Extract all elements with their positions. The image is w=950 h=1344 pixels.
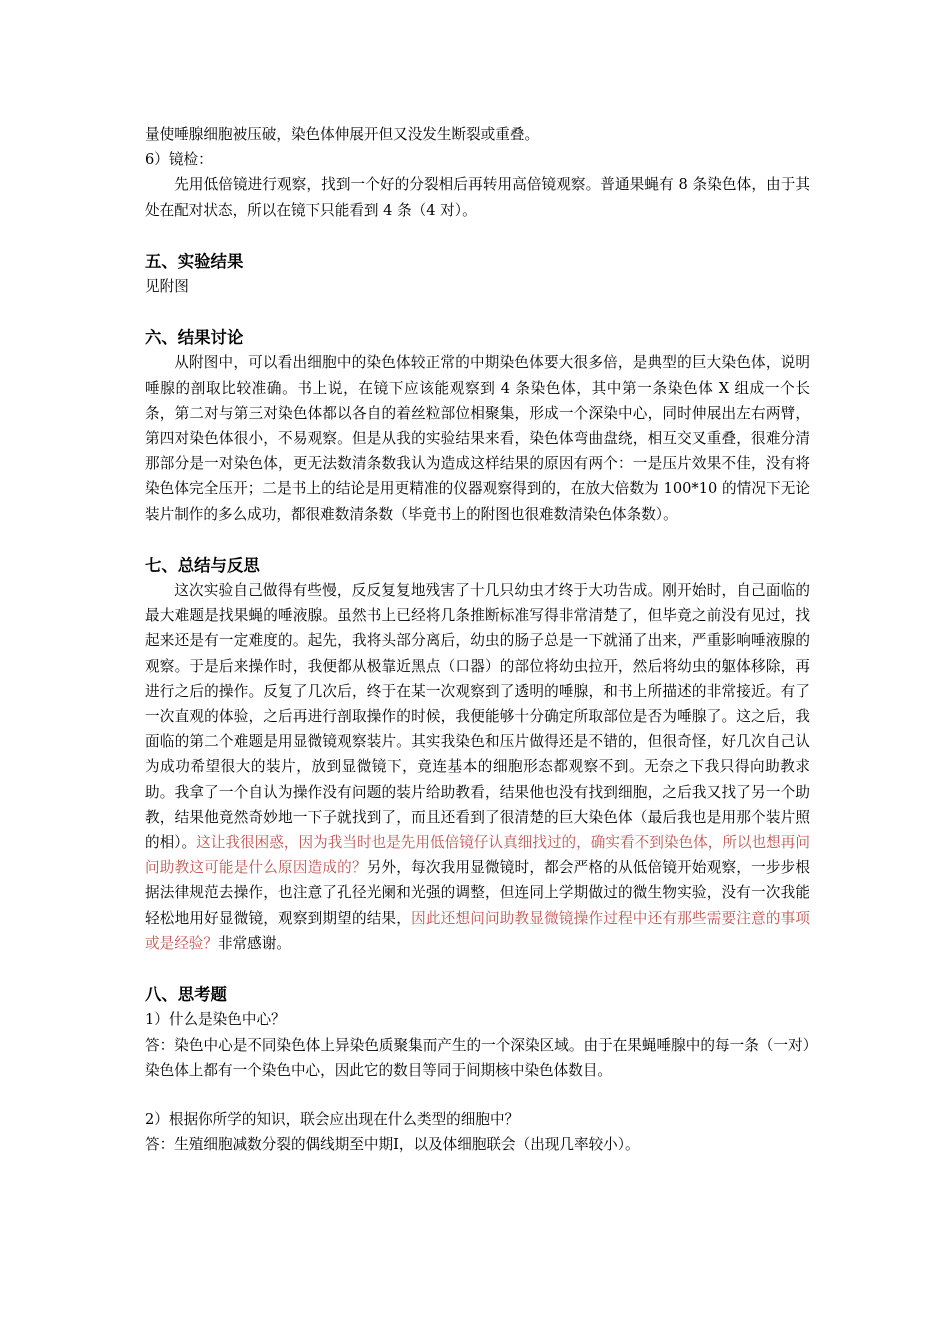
step6-paragraph: 先用低倍镜进行观察，找到一个好的分裂相后再转用高倍镜观察。普通果蝇有 8 条染色体，由于其处在配对状态，所以在镜下只能看到 4 条（4 对）。 (145, 176, 810, 219)
section8-heading: 八、思考题 (145, 985, 227, 1005)
question-1: 1）什么是染色中心？ (145, 1011, 286, 1029)
answer-2: 答：生殖细胞减数分裂的偶线期至中期Ⅰ，以及体细胞联会（出现几率较小）。 (145, 1136, 640, 1154)
section7-text-a: 这次实验自己做得有些慢，反反复复地残害了十几只幼虫才终于大功告成。刚开始时，自己面临的最大难题是找果蝇的唾液腺。虽然书上已经将几条推断标准写得非常清楚了，但毕竟之前没有见过，找起来还是有一定难度的。起先，我将头部分离后，幼虫的肠子总是一下就涌了出来，严重影响唾液腺的观察。于是后来操作时，我便都从极靠近黑点（口器）的部位将幼虫拉开，然后将幼虫的躯体移除，再进行之后的操作。反复了几次后，终于在某一次观察到了透明的唾腺，和书上所描述的非常接近。有了一次直观的体验，之后再进行剖取操作的时候，我便能够十分确定所取部位是否为唾腺了。这之后，我面临的第二个难题是用显微镜观察装片。其实我染色和压片做得还是不错的，但很奇怪，好几次自己认为成功希望很大的装片，放到显微镜下，竟连基本的细胞形态都观察不到。无奈之下我只得向助教求助。我拿了一个自认为操作没有问题的装片给助教看，结果他也没有找到细胞，之后我又找了另一个助教，结果他竟然奇妙地一下子就找到了，而且还看到了很清楚的巨大染色体（最后我也是用那个装片照的相）。 (145, 582, 810, 852)
section7-text-c: 另外，每次我用显微镜时，都会严格的从低倍镜开始观察，一步步根据法律规范去操作，也注意了孔径光阑和光强的调整，但连同上学期做过的微生物实验，没有一次我能轻松地用好显微镜，观察到期望的结果， (145, 859, 810, 927)
section5-heading: 五、实验结果 (145, 251, 244, 271)
section7-request-highlight: 因此还想问问助教显微镜操作过程中还有那些需要注意的事项或是经验？ (145, 909, 810, 952)
section7-paragraph (145, 578, 810, 956)
section4-tail-line: 量使唾腺细胞被压破，染色体伸展开但又没发生断裂或重叠。 (145, 126, 540, 143)
section7-question-highlight: 这让我很困惑，因为我当时也是先用低倍镜仔认真细找过的，确实看不到染色体，所以也想再问问助教这可能是什么原因造成的？ (145, 834, 810, 877)
section7-heading: 七、总结与反思 (145, 555, 260, 575)
question-2: 2）根据你所学的知识，联会应出现在什么类型的细胞中？ (145, 1110, 520, 1128)
step6-label: 6）镜检： (145, 151, 213, 169)
section5-text: 见附图 (145, 278, 189, 296)
answer-1: 答：染色中心是不同染色体上异染色质聚集而产生的一个深染区域。由于在果蝇唾腺中的每一条（一对）染色体上都有一个染色中心，因此它的数目等同于间期核中染色体数目。 (145, 1036, 810, 1079)
section7-text-e: 非常感谢。 (217, 934, 291, 952)
section6-heading: 六、结果讨论 (145, 328, 244, 348)
section6-paragraph: 从附图中，可以看出细胞中的染色体较正常的中期染色体要大很多倍，是典型的巨大染色体，说明唾腺的剖取比较准确。书上说，在镜下应该能观察到 4 条染色体，其中第一条染色体 X 组成一个长条，第二对与第三对染色体都以各自的着丝粒部位相聚集，形成一个深染中心，同时伸展出左右两臂，第四对染色体很小，不易观察。但是从我的实验结果来看，染色体弯曲盘绕，相互交叉重叠，很难分清那部分是一对染色体，更无法数清条数我认为造成这样结果的原因有两个：一是压片效果不佳，没有将染色体完全压开；二是书上的结论是用更精准的仪器观察得到的，在放大倍数为 100*10 的情况下无论装片制作的多么成功，都很难数清条数（毕竟书上的附图也很难数清染色体条数）。 (145, 354, 810, 523)
